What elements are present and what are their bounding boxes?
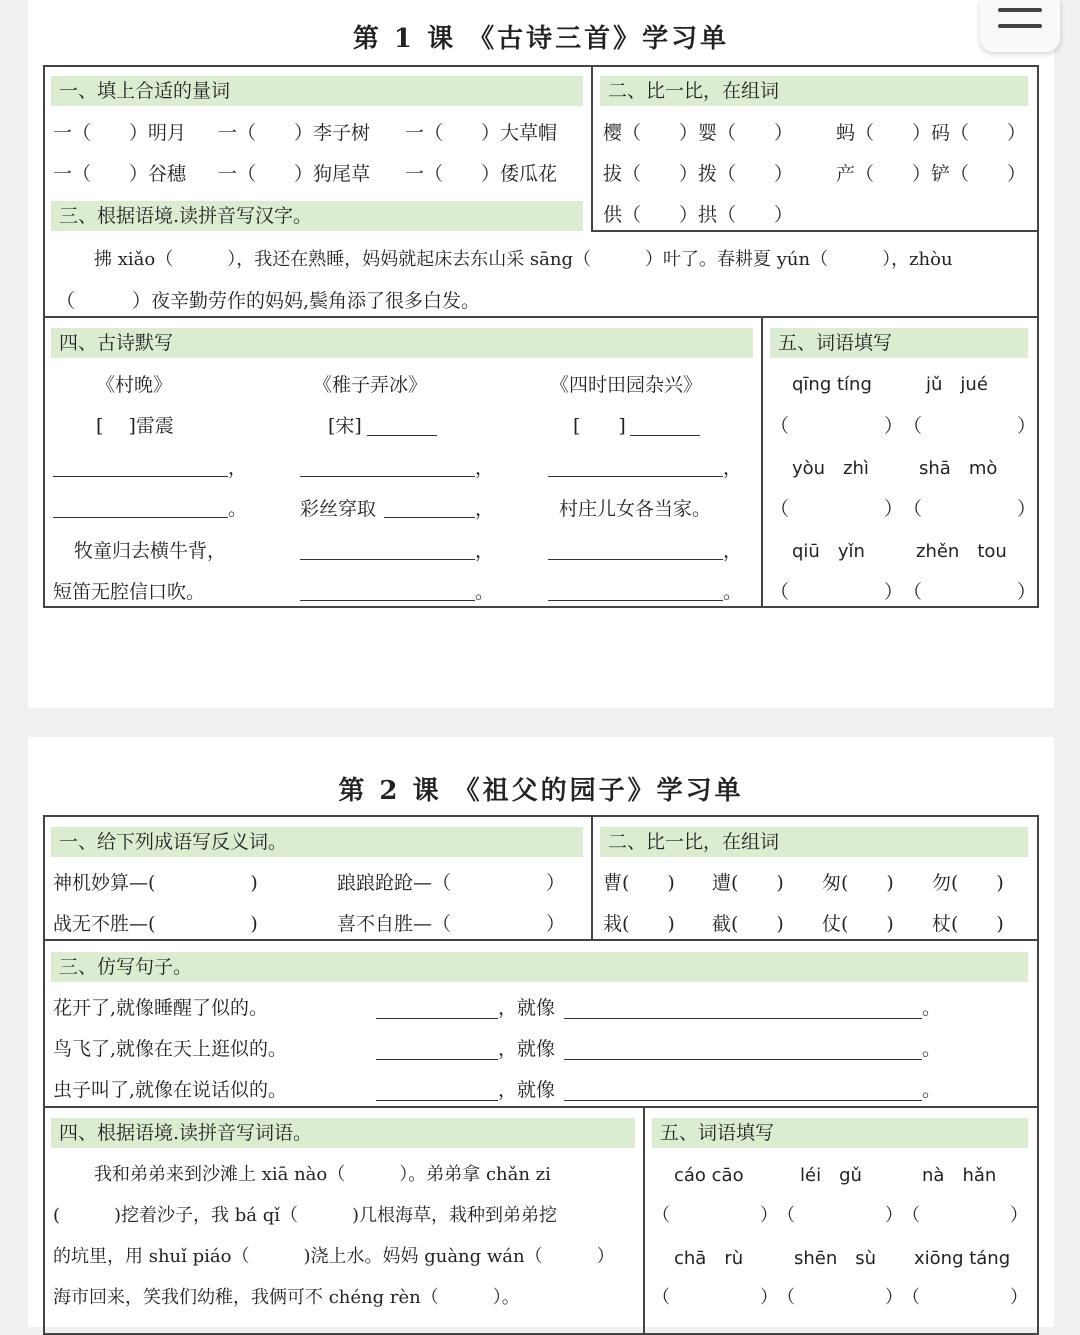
pinyin: shā mò: [919, 458, 998, 479]
blank-item: 产（ ）铲（ ）: [836, 163, 1027, 185]
blank-item: 截( ): [712, 913, 784, 935]
blank-item: 一（ ）狗尾草: [218, 163, 371, 185]
poem-line: 村庄儿女各当家。: [559, 498, 712, 520]
blank-item: 拔（ ）拨（ ）: [603, 163, 794, 185]
poem-author: [宋]: [328, 415, 362, 437]
answer-blank: （ ）: [770, 581, 904, 603]
pinyin: nà hǎn: [922, 1165, 997, 1186]
model-sentence: 鸟飞了,就像在天上逛似的。: [53, 1038, 288, 1060]
section-header: 四、古诗默写: [51, 328, 753, 358]
blank-item: 一（ ）李子树: [218, 122, 371, 144]
pinyin: shēn sù: [794, 1248, 877, 1269]
pinyin: cáo cāo: [674, 1165, 744, 1186]
paragraph-line: （ ）夜辛勤劳作的妈妈,鬓角添了很多白发。: [56, 290, 481, 312]
paragraph-line: 拂 xiǎo（ ），我还在熟睡，妈妈就起床去东山采 sāng（ ）叶了。春耕夏 yún（ ），zhòu: [94, 249, 953, 270]
blank-item: 遭( ): [712, 872, 784, 894]
answer-blank: （ ）: [652, 1205, 778, 1226]
poem-title: 《四时田园杂兴》: [550, 374, 703, 396]
section-header: 二、比一比，在组词: [600, 76, 1028, 106]
blank-item: 供（ ）拱（ ）: [603, 204, 794, 226]
section-header: 四、根据语境.读拼音写词语。: [51, 1118, 635, 1148]
poem-line: 彩丝穿取: [300, 498, 377, 520]
answer-blank: （ ）: [903, 581, 1037, 603]
blank-item: 栽( ): [603, 913, 675, 935]
pinyin: léi gǔ: [800, 1165, 862, 1186]
poem-author: [ ]雷震: [96, 415, 174, 437]
answer-blank: （ ）: [902, 1205, 1028, 1226]
blank-item: 蚂（ ）码（ ）: [836, 122, 1027, 144]
answer-blank: （ ）: [902, 1287, 1028, 1308]
answer-blank: （ ）: [770, 415, 904, 437]
pinyin: qiū yǐn: [792, 541, 865, 562]
answer-blank: （ ）: [903, 415, 1037, 437]
poem-title: 《村晚》: [96, 374, 173, 396]
paragraph-line: 的坑里，用 shuǐ piáo（ )浇上水。妈妈 guàng wán（ ）: [53, 1246, 615, 1267]
section-header: 二、比一比，在组词: [600, 827, 1028, 857]
section-header: 一、给下列成语写反义词。: [51, 827, 583, 857]
page-title: 第 1 课 《古诗三首》学习单: [352, 24, 730, 54]
blank-item: 匆( ): [822, 872, 894, 894]
blank-item: 杖( ): [932, 913, 1004, 935]
section-header: 三、仿写句子。: [51, 952, 1028, 982]
pinyin: jǔ jué: [926, 374, 988, 395]
paragraph-line: ( )挖着沙子，我 bá qǐ（ )几根海草，栽种到弟弟挖: [53, 1205, 558, 1226]
section-header: 五、词语填写: [652, 1118, 1028, 1148]
poem-title: 《稚子弄冰》: [313, 374, 428, 396]
blank-item: 一（ ）明月: [53, 122, 187, 144]
model-sentence: 虫子叫了,就像在说话似的。: [53, 1079, 288, 1101]
answer-blank: （ ）: [770, 498, 904, 520]
blank-item: 樱（ ）婴（ ）: [603, 122, 794, 144]
blank-item: 战无不胜—( ): [53, 913, 258, 935]
page-title: 第 2 课 《祖父的园子》学习单: [338, 776, 744, 806]
paragraph-line: 海市回来，笑我们幼稚，我俩可不 chéng rèn（ ）。: [53, 1287, 520, 1308]
blank-item: 勿( ): [932, 872, 1004, 894]
pinyin: qīng tíng: [792, 374, 872, 395]
paragraph-line: 我和弟弟来到沙滩上 xiā nào（ ）。弟弟拿 chǎn zi: [94, 1164, 551, 1185]
model-sentence: 花开了,就像睡醒了似的。: [53, 997, 269, 1019]
answer-blank: （ ）: [903, 498, 1037, 520]
worksheet-page-2: 第 2 课 《祖父的园子》学习单 一、给下列成语写反义词。 神机妙算—( ) 踉踉跄跄—（ ） 战无不胜—( ) 喜不自胜—（ ） 二、比一比，在组词 曹( ) 遭( ) 匆( ) 勿( ) 栽( ) 截( ) 仗( ) 杖( ) 三、仿写句子。 花开了,就像睡醒了似的。 ，就像 。 鸟飞了,就像在天上逛似的。 ，就像 。 虫子叫了,就像在说话似的。 ，就像 。 四、根据语境.读拼音写词语。 我和弟弟来到沙滩上 xiā nào（ ）。弟弟拿 chǎn zi ( )挖着沙子，我 bá qǐ（ )几根海草，栽种到弟弟挖 的坑里，用 shuǐ piáo（ )浇上水。妈妈 guàng wán（ ） 海市回来，笑我们幼稚，我俩可不 chéng rèn（ ）。 五、词语填写 cáo cāo léi gǔ nà hǎn （ ） （ ） （ ） chā rù shēn sù xiōng táng （ ） （ ） （ ）: [28, 737, 1054, 1327]
blank-item: 神机妙算—( ): [53, 872, 258, 894]
section-header: 五、词语填写: [770, 328, 1028, 358]
pinyin: chā rù: [674, 1248, 744, 1269]
section-header: 一、填上合适的量词: [51, 76, 583, 106]
poem-line: 牧童归去横牛背，: [74, 540, 227, 562]
section-header: 三、根据语境.读拼音写汉字。: [51, 201, 583, 231]
answer-blank: （ ）: [777, 1205, 903, 1226]
blank-item: 踉踉跄跄—（ ）: [337, 872, 566, 894]
blank-item: 曹( ): [603, 872, 675, 894]
pinyin: zhěn tou: [916, 541, 1007, 562]
pinyin: xiōng táng: [914, 1248, 1011, 1269]
blank-item: 一（ ）大草帽: [405, 122, 558, 144]
poem-author: [ ]: [573, 415, 626, 437]
answer-blank: （ ）: [777, 1287, 903, 1308]
answer-blank: （ ）: [652, 1287, 778, 1308]
pinyin: yòu zhì: [792, 458, 869, 479]
blank-item: 一（ ）倭瓜花: [405, 163, 558, 185]
worksheet-page-1: 第 1 课 《古诗三首》学习单 一、填上合适的量词 一（ ）明月 一（ ）李子树 一（ ）大草帽 一（ ）谷穗 一（ ）狗尾草 一（ ）倭瓜花 二、比一比，在组词 樱（ ）婴（ ） 蚂（ ）码（ ） 拔（ ）拨（ ） 产（ ）铲（ ） 供（ ）拱（ ） 三、根据语境.读拼音写汉字。 拂 xiǎo（ ），我还在熟睡，妈妈就起床去东山采 sāng（ ）叶了。春耕夏 yún（ ），zhòu （ ）夜辛勤劳作的妈妈,鬓角添了很多白发。 四、古诗默写 《村晚》 《稚子弄冰》 《四时田园杂兴》 [ ]雷震 [宋] [ ] ， 。 牧童归去横牛背， 短笛无腔信口吹。 ， 彩丝穿取 ， ， 。 ， 村庄儿女各当家。 ， 。 五、词语填写 qīng tíng jǔ jué （ ） （ ） yòu zhì shā mò （ ） （ ） qiū yǐn zhěn tou （ ） （ ）: [28, 0, 1054, 708]
blank-item: 仗( ): [822, 913, 894, 935]
poem-line: 短笛无腔信口吹。: [53, 581, 206, 603]
hamburger-menu-icon[interactable]: [980, 0, 1060, 52]
blank-item: 一（ ）谷穗: [53, 163, 187, 185]
blank-item: 喜不自胜—（ ）: [337, 913, 566, 935]
